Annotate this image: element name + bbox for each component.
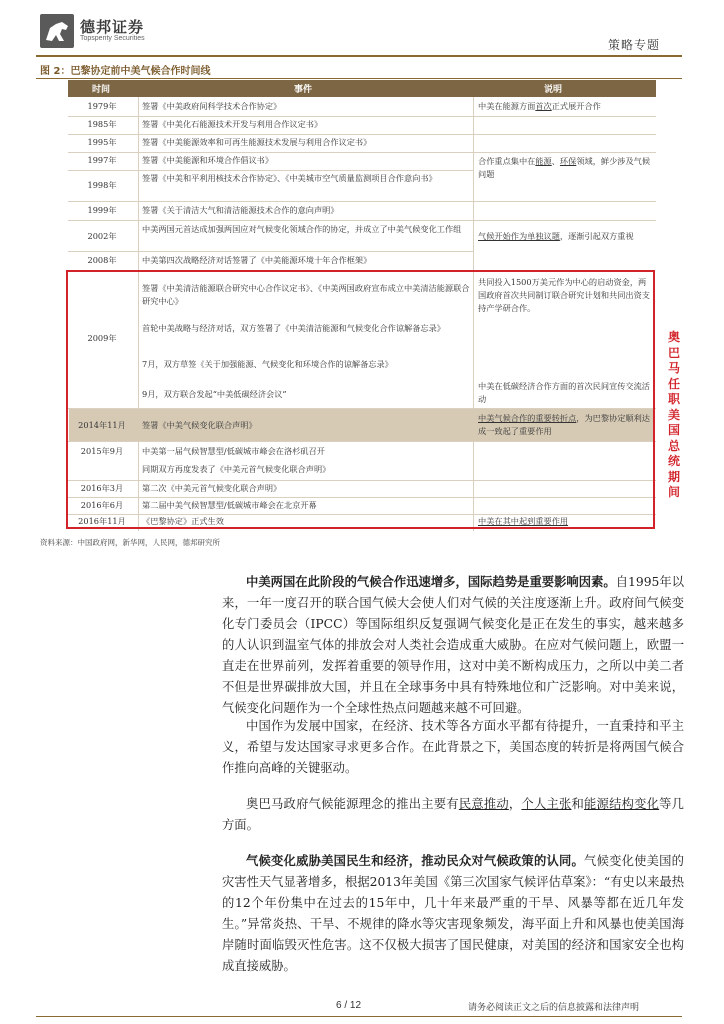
brand-name: 德邦证券 [80, 18, 145, 36]
row-event: 中美第四次战略经济对话签署了《中美能源环境十年合作框架》 [142, 255, 372, 265]
row-event: 中美两国元首达成加强两国应对气候变化领域合作的协定，并成立了中美气候变化工作组 [142, 224, 462, 234]
footer-divider [36, 1016, 682, 1017]
table-header [68, 80, 656, 97]
row-time: 1979年 [87, 101, 117, 111]
paragraph-lead: 中美两国在此阶段的气候合作迅速增多，国际趋势是重要影响因素。 [246, 575, 616, 589]
body-paragraph-1: 中美两国在此阶段的气候合作迅速增多，国际趋势是重要影响因素。自1995年以来，一年一度召开的联合国气候大会使人们对气候的关注度逐渐上升。政府间气候变化专门委员会（IPCC）等国际组织反复强调气候变化是正在发生的事实，越来越多的人认识到温室气体的排放会对人类社会造成重大威胁。在应对气候问题上，欧盟一直走在世界前列，发挥着重要的领导作用，这对中美不断构成压力，之所以中美二者不但是世界碳排放大国，并且在全球事务中具有特殊地位和广泛影响。对中美来说，气候变化问题作为一个全球性热点问题越来越不可回避。 [222, 575, 684, 715]
row-note: 中美在能源方面首次正式展开合作 [478, 101, 601, 111]
row-event: 第二届中美气候智慧型/低碳城市峰会在北京开幕 [142, 500, 317, 510]
row-divider [68, 170, 473, 171]
body-paragraph-3: 奥巴马政府气候能源理念的推出主要有民意推动，个人主张和能源结构变化等几方面。 [222, 797, 684, 832]
column-header-note: 说明 [544, 85, 563, 95]
row-event: 7月，双方草签《关于加强能源、气候变化和环境合作的谅解备忘录》 [142, 359, 393, 369]
obama-period-highlight-box [66, 270, 655, 529]
row-event: 签署《中美气候变化联合声明》 [142, 420, 257, 430]
row-divider [68, 134, 656, 135]
row-event: 《巴黎协定》正式生效 [142, 516, 224, 526]
row-event: 签署《中美和平利用核技术合作协定》、《中美城市空气质量监测项目合作意向书》 [142, 173, 437, 183]
row-event: 签署《中美政府间科学技术合作协定》 [142, 101, 282, 111]
figure-source: 资料来源：中国政府网，新华网，人民网，德邦研究所 [40, 538, 220, 547]
row-time: 2016年6月 [80, 500, 124, 510]
row-time: 2015年9月 [80, 446, 124, 456]
document-type: 策略专题 [607, 38, 660, 52]
bull-logo-icon [40, 14, 74, 48]
row-note: 中美气候合作的重要转折点，为巴黎协定顺利达成一致起了重要作用 [478, 413, 650, 436]
row-time: 2008年 [87, 255, 117, 265]
row-time: 2016年11月 [78, 516, 126, 526]
row-time: 1998年 [87, 180, 117, 190]
row-divider [68, 201, 656, 202]
row-note: 共同投入1500万美元作为中心的启动资金，两国政府首次共同制订联合研究计划和共同出资支持产学研合作。 [478, 277, 650, 313]
row-time: 1997年 [87, 155, 117, 165]
row-divider [68, 116, 656, 117]
row-divider [68, 152, 656, 153]
row-event: 签署《中美化石能源技术开发与利用合作议定书》 [142, 119, 323, 129]
row-time: 2014年11月 [78, 420, 126, 430]
row-divider [68, 251, 473, 252]
column-header-event: 事件 [294, 85, 313, 95]
body-paragraph-4: 气候变化威胁美国民生和经济，推动民众对气候政策的认同。气候变化使美国的灾害性天气显著增多，根据2013年美国《第三次国家气候评估草案》：“有史以来最热的12个年份集中在过去的15年中，几十年来最严重的干旱、风暴等都在近几年发生。”异常炎热、干旱、不规律的降水等灾害现象频发，海平面上升和风暴也使美国海岸随时面临毁灭性危害。这不仅极大损害了国民健康，对美国的经济和国家安全也构成直接威胁。 [222, 854, 684, 973]
page-number: 6 / 12 [336, 1000, 362, 1011]
row-time: 1995年 [87, 137, 117, 147]
body-paragraph-2: 中国作为发展中国家，在经济、技术等各方面水平都有待提升，一直秉持和平主义，希望与发达国家寻求更多合作。在此背景之下，美国态度的转折是将两国气候合作推向高峰的关键驱动。 [222, 719, 684, 775]
row-time: 2016年3月 [80, 483, 124, 493]
figure-title: 图 2：巴黎协定前中美气候合作时间线 [40, 66, 211, 77]
header-divider [36, 55, 682, 57]
row-note: 中美在低碳经济合作方面的首次民间宣传交流活动 [478, 381, 650, 404]
brand-name-en: Topsperity Securities [80, 35, 145, 42]
row-divider [68, 220, 656, 221]
row-time: 2009年 [87, 333, 117, 343]
row-event: 中美第一届气候智慧型/低碳城市峰会在洛杉矶召开 [142, 446, 325, 456]
row-note: 中美在其中起到重要作用 [478, 516, 569, 526]
row-time: 2002年 [87, 231, 117, 241]
row-event: 首轮中美战略与经济对话，双方签署了《中美清洁能源和气候变化合作谅解备忘录》 [142, 323, 445, 333]
obama-period-label: 奥巴马任职美国总统期间 [667, 330, 680, 499]
disclaimer-note: 请务必阅读正文之后的信息披露和法律声明 [468, 1003, 640, 1013]
row-event: 第二次《中美元首气候变化联合声明》 [142, 483, 282, 493]
row-time: 1985年 [87, 119, 117, 129]
paragraph-lead: 气候变化威胁美国民生和经济，推动民众对气候政策的认同。 [246, 854, 585, 868]
row-event: 签署《关于清洁大气和清洁能源技术合作的意向声明》 [142, 205, 339, 215]
row-note: 气候开始作为单独议题，逐渐引起双方重视 [478, 231, 634, 241]
row-event: 签署《中美能源和环境合作倡议书》 [142, 155, 274, 165]
row-event: 签署《中美能源效率和可再生能源技术发展与利用合作议定书》 [142, 137, 372, 147]
row-time: 1999年 [87, 205, 117, 215]
row-note: 合作重点集中在能源、环保领域，鲜少涉及气候问题 [478, 156, 651, 179]
row-event: 签署《中美清洁能源联合研究中心合作议定书》、《中美两国政府宣布成立中美清洁能源联合研究中心》 [142, 283, 470, 306]
row-event: 同期双方再度发表了《中美元首气候变化联合声明》 [142, 464, 331, 474]
column-header-time: 时间 [92, 85, 111, 95]
company-logo [40, 14, 74, 48]
row-event: 9月，双方联合发起“中美低碳经济会议” [142, 389, 287, 399]
figure-divider [36, 78, 682, 79]
